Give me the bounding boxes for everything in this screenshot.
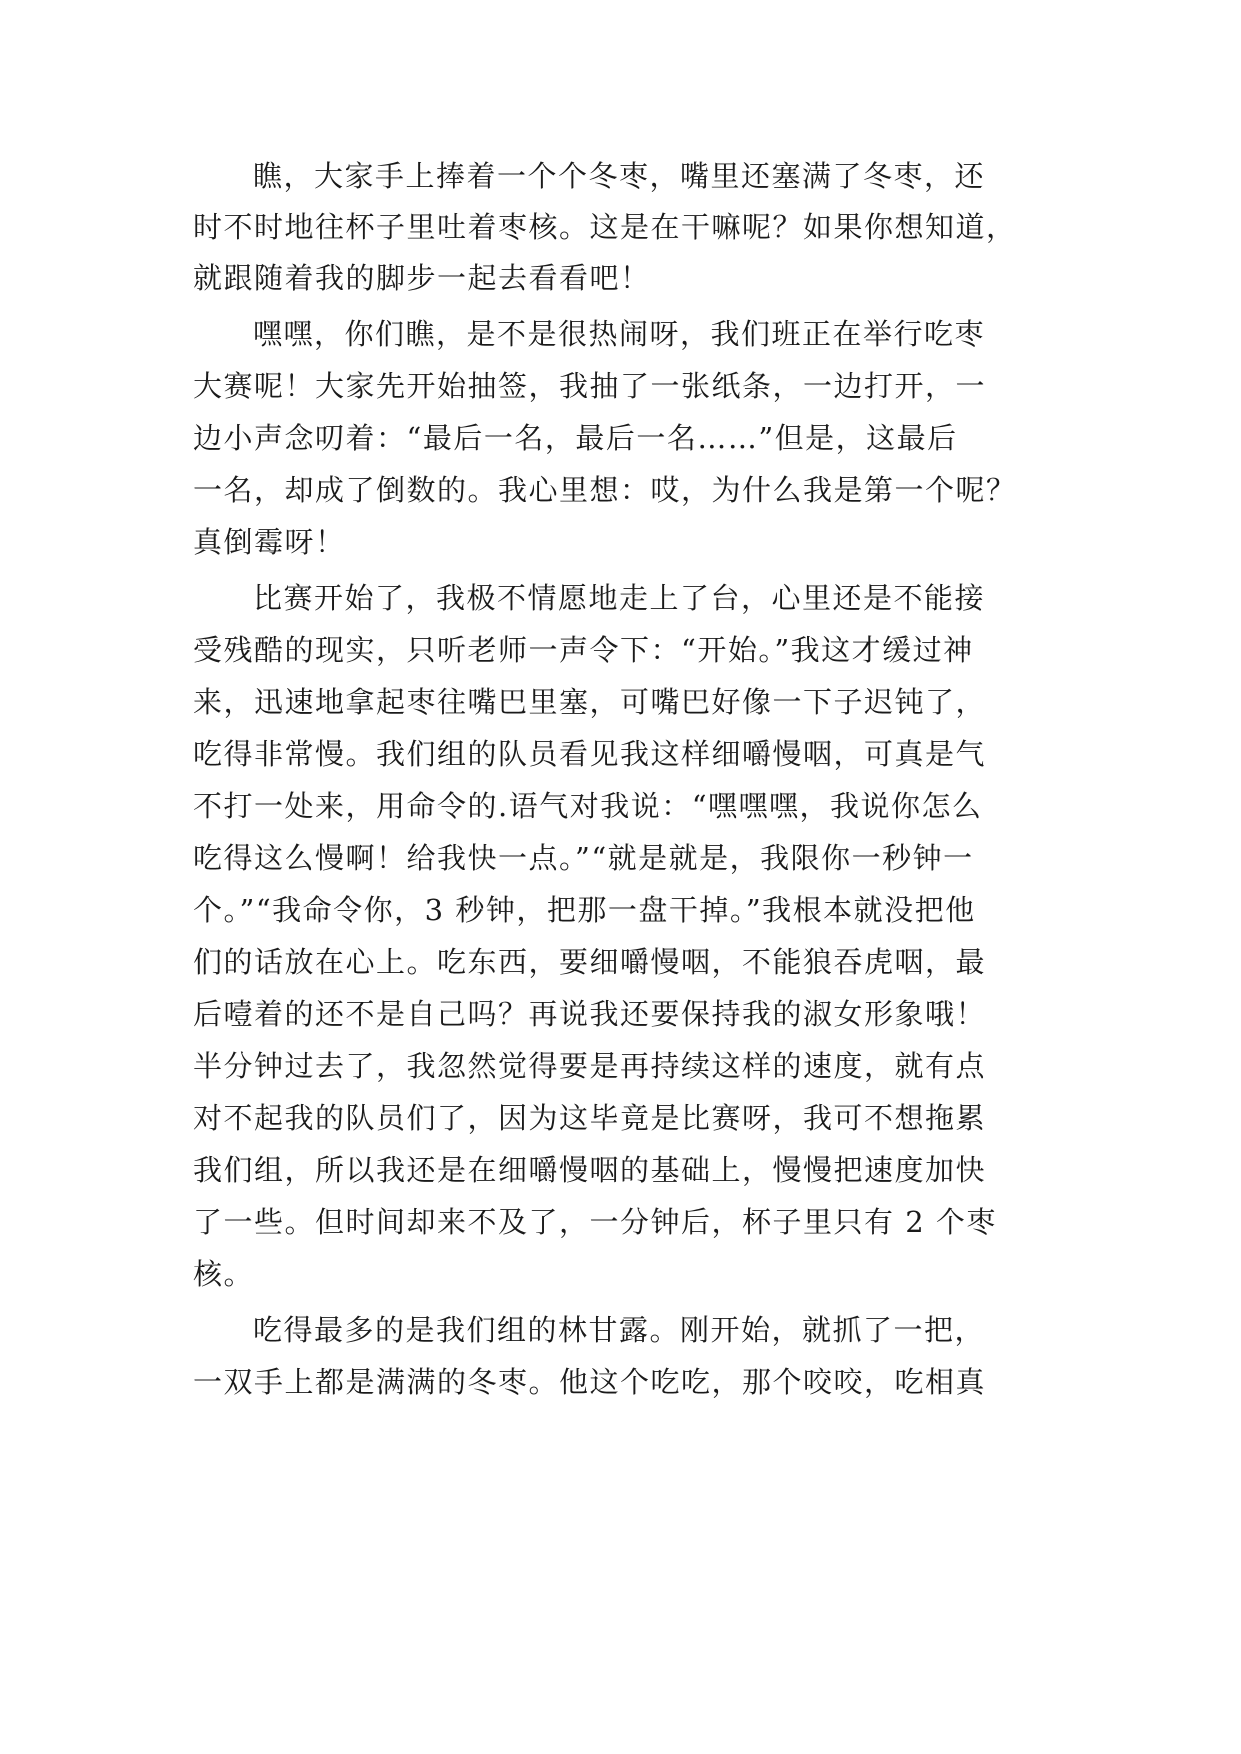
paragraph-3-line-2: 受残酷的现实，只听老师一声令下：“开始。”我这才缓过神 [193,633,974,667]
paragraph-3-line-8: 们的话放在心上。吃东西，要细嚼慢咽，不能狼吞虎咽，最 [193,945,987,979]
paragraph-2-line-2: 大赛呢！大家先开始抽签，我抽了一张纸条，一边打开，一 [193,369,987,403]
paragraph-2-line-5: 真倒霉呀！ [193,525,346,559]
paragraph-3-line-3: 来，迅速地拿起枣往嘴巴里塞，可嘴巴好像一下子迟钝了， [193,685,987,719]
paragraph-3-line-14: 核。 [193,1257,255,1291]
paragraph-3-line-9: 后噎着的还不是自己吗？再说我还要保持我的淑女形象哦！ [193,997,987,1031]
paragraph-1-line-2: 时不时地往杯子里吐着枣核。这是在干嘛呢？如果你想知道， [193,210,1017,244]
paragraph-3-line-13: 了一些。但时间却来不及了，一分钟后，杯子里只有 2 个枣 [193,1205,997,1239]
paragraph-2-line-3: 边小声念叨着：“最后一名，最后一名……”但是，这最后 [193,421,958,455]
paragraph-4-line-2: 一双手上都是满满的冬枣。他这个吃吃，那个咬咬，吃相真 [193,1365,987,1399]
paragraph-4-line-1: 吃得最多的是我们组的林甘露。刚开始，就抓了一把， [253,1313,986,1347]
paragraph-3-line-1: 比赛开始了，我极不情愿地走上了台，心里还是不能接 [253,581,986,615]
paragraph-3-line-5: 不打一处来，用命令的.语气对我说：“嘿嘿嘿，我说你怎么 [193,789,983,823]
paragraph-3-line-11: 对不起我的队员们了，因为这毕竟是比赛呀，我可不想拖累 [193,1101,987,1135]
paragraph-3-line-10: 半分钟过去了，我忽然觉得要是再持续这样的速度，就有点 [193,1049,987,1083]
paragraph-1-line-3: 就跟随着我的脚步一起去看看吧！ [193,261,651,295]
paragraph-2-line-4: 一名，却成了倒数的。我心里想：哎，为什么我是第一个呢？ [193,473,1017,507]
paragraph-3-line-6: 吃得这么慢啊！给我快一点。”“就是就是，我限你一秒钟一 [193,841,974,875]
paragraph-1-line-1: 瞧，大家手上捧着一个个冬枣，嘴里还塞满了冬枣，还 [253,159,986,193]
paragraph-3-line-7: 个。”“我命令你，3 秒钟，把那一盘干掉。”我根本就没把他 [193,893,976,927]
paragraph-2-line-1: 嘿嘿，你们瞧，是不是很热闹呀，我们班正在举行吃枣 [253,317,986,351]
paragraph-3-line-12: 我们组，所以我还是在细嚼慢咽的基础上，慢慢把速度加快 [193,1153,987,1187]
paragraph-3-line-4: 吃得非常慢。我们组的队员看见我这样细嚼慢咽，可真是气 [193,737,987,771]
